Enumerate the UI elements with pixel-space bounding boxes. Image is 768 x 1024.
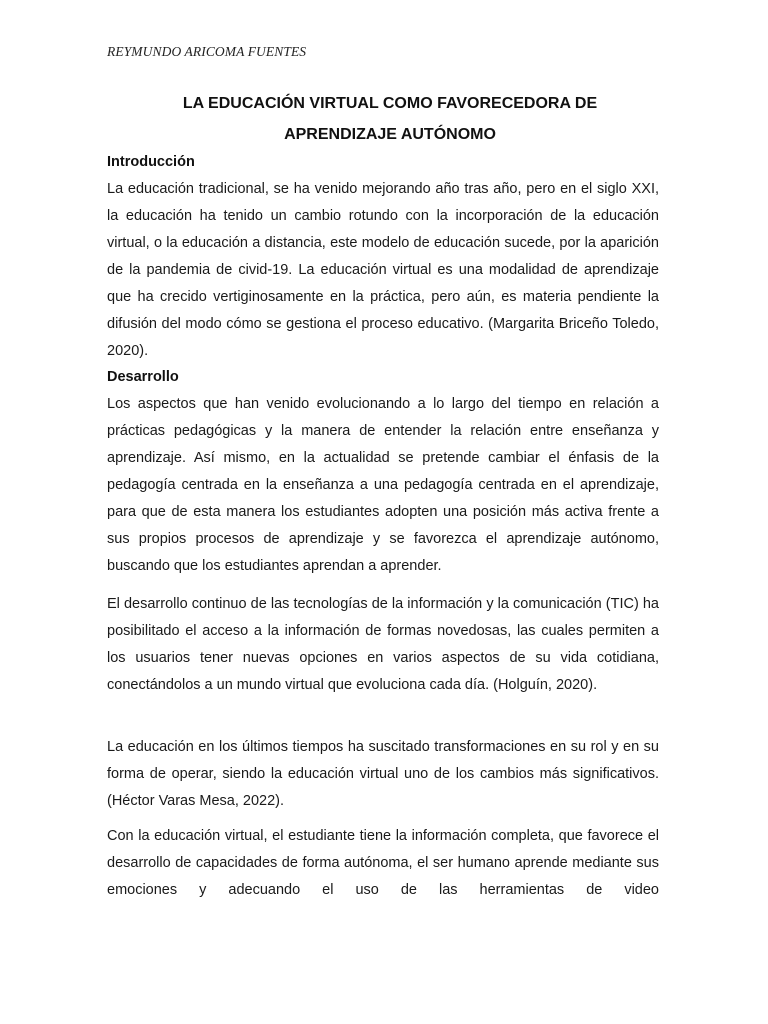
desarrollo-paragraph-4: Con la educación virtual, el estudiante tiene la información completa, que favorece el desarrollo de capacidades de forma autónoma, el ser humano aprende mediante sus emociones y adecuando el uso de las herramientas de video [107, 828, 659, 898]
document-title [100, 88, 680, 150]
title-line-2: APRENDIZAJE AUTÓNOMO [284, 126, 496, 143]
author-name: REYMUNDO ARICOMA FUENTES [107, 44, 307, 59]
desarrollo-paragraph-1: Los aspectos que han venido evolucionando a lo largo del tiempo en relación a prácticas pedagógicas y la manera de entender la relación entre enseñanza y aprendizaje. Así mismo, en la actualidad se pretende cambiar el énfasis de la pedagogía centrada en la enseñanza a una pedagogía centrada en el aprendizaje, para que de esta manera los estudiantes adopten una posición más activa frente a sus propios procesos de aprendizaje y se favorezca el aprendizaje autónomo, buscando que los estudiantes aprendan a aprender. [107, 396, 659, 574]
desarrollo-paragraph-3: La educación en los últimos tiempos ha suscitado transformaciones en su rol y en su forma de operar, siendo la educación virtual uno de los cambios más significativos. (Héctor Varas Mesa, 2022). [107, 739, 659, 809]
section-heading-desarrollo: Desarrollo [107, 369, 179, 385]
section-heading-introduccion: Introducción [107, 154, 195, 170]
desarrollo-paragraph-2: El desarrollo continuo de las tecnologías de la información y la comunicación (TIC) ha posibilitado el acceso a la información de formas novedosas, las cuales permiten a los usuarios tener nuevas opciones en varios aspectos de su vida cotidiana, conectándolos a un mundo virtual que evoluciona cada día. (Holguín, 2020). [107, 596, 659, 693]
title-line-1: LA EDUCACIÓN VIRTUAL COMO FAVORECEDORA DE [182, 95, 598, 112]
intro-paragraph: La educación tradicional, se ha venido mejorando año tras año, pero en el siglo XXI, la educación ha tenido un cambio rotundo con la incorporación de la educación virtual, o la educación a distancia, este modelo de educación sucede, por la aparición de la pandemia de civid-19. La educación virtual es una modalidad de aprendizaje que ha crecido vertiginosamente en la práctica, pero aún, es materia pendiente la difusión del modo cómo se gestiona el proceso educativo. (Margarita Briceño Toledo, 2020). [107, 181, 659, 359]
